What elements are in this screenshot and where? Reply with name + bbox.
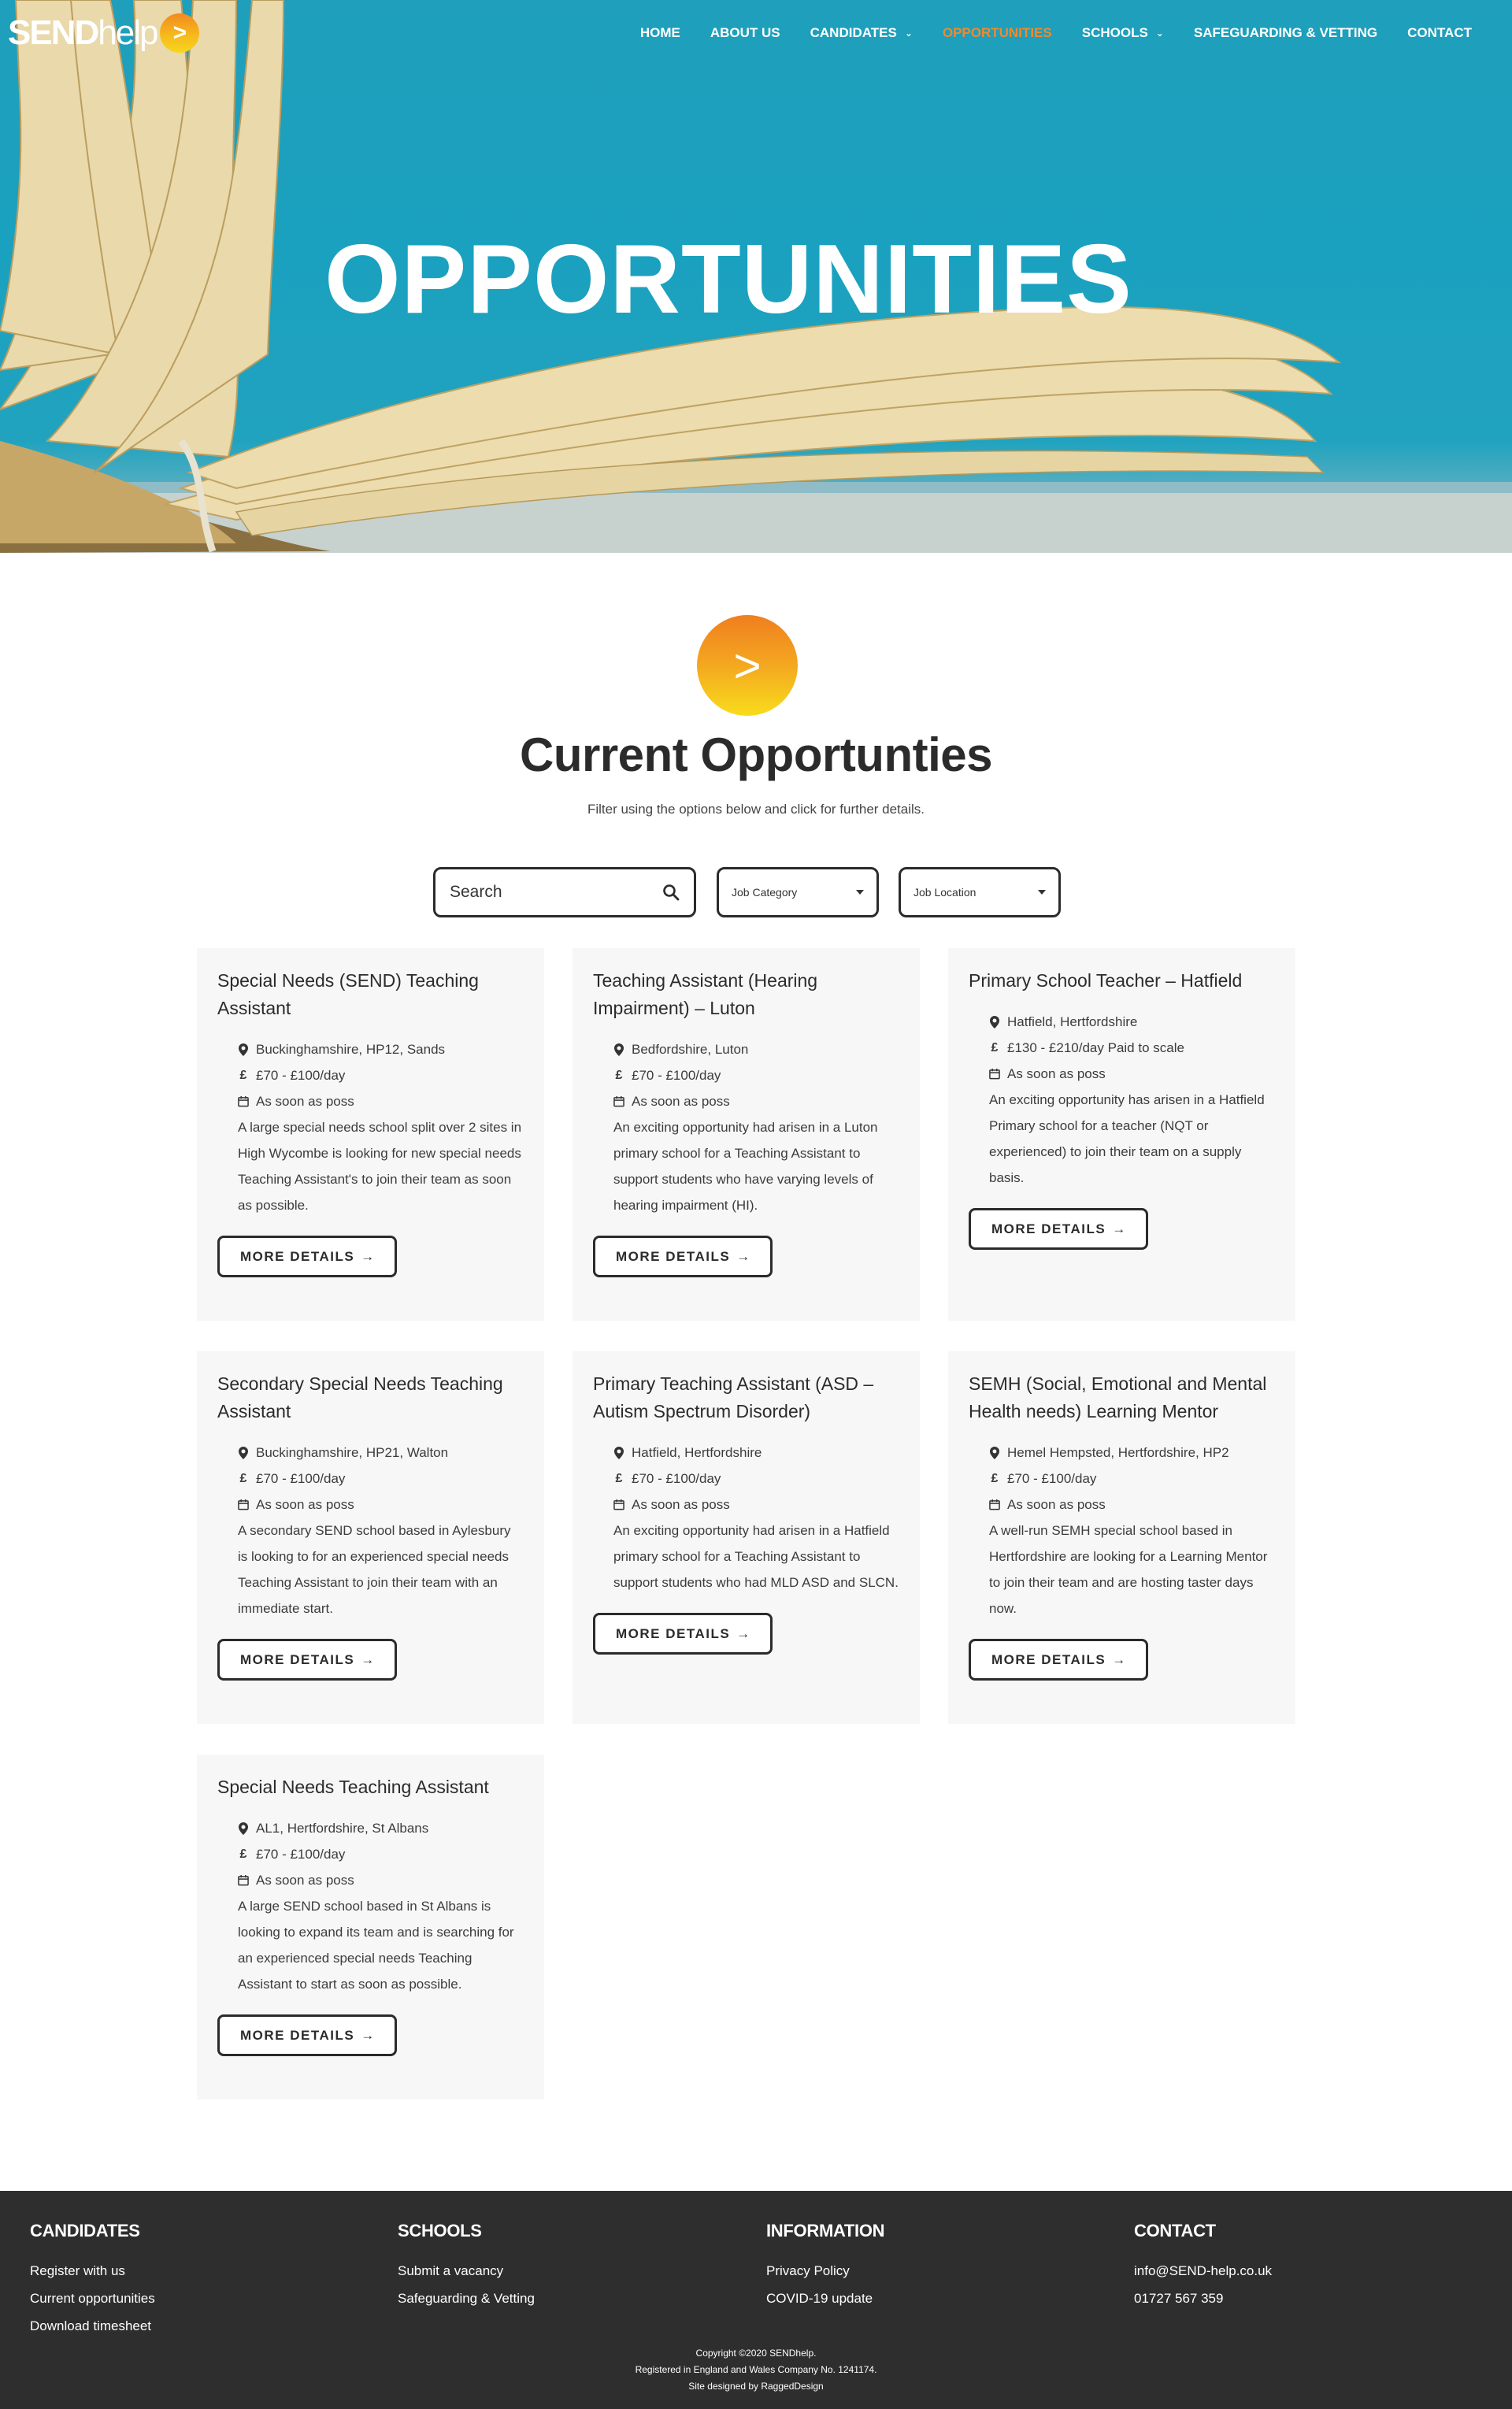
job-meta <box>593 1036 899 1114</box>
pound-icon: £ <box>615 1472 623 1485</box>
job-location <box>989 1440 1275 1466</box>
search-placeholder: Search <box>450 883 502 901</box>
map-pin-icon <box>238 1447 249 1458</box>
job-pay-text: £70 - £100/day <box>1007 1471 1097 1486</box>
footer-heading: SCHOOLS <box>398 2221 482 2240</box>
more-details-label: MORE DETAILS <box>991 1651 1106 1667</box>
filter-bar <box>0 867 1512 917</box>
job-category-label: Job Category <box>732 886 798 899</box>
job-start-text: As soon as poss <box>256 1094 354 1109</box>
arrow-right-icon: → <box>361 1651 375 1667</box>
job-description: A large SEND school based in St Albans is looking to expand its team and is searching for an experienced special needs Teaching Assistant to start as soon as possible. <box>238 1899 514 1992</box>
footer-phone-link[interactable]: 01727 567 359 <box>1134 2291 1224 2306</box>
more-details-label: MORE DETAILS <box>240 2027 355 2043</box>
nav-schools-label: SCHOOLS <box>1081 25 1148 40</box>
footer-link-submit-vacancy[interactable]: Submit a vacancy <box>398 2263 504 2278</box>
job-start <box>989 1492 1275 1518</box>
more-details-button[interactable] <box>593 1613 773 1655</box>
calendar-icon <box>238 1875 249 1886</box>
job-start-text: As soon as poss <box>632 1497 730 1512</box>
job-title[interactable]: Teaching Assistant (Hearing Impairment) – Luton <box>593 970 818 1018</box>
job-start-text: As soon as poss <box>1007 1497 1106 1512</box>
page-subtitle: Filter using the options below and click for further details. <box>587 802 925 817</box>
nav-about-us[interactable]: ABOUT US <box>710 25 780 40</box>
footer-heading: CONTACT <box>1134 2221 1216 2240</box>
footer-link-covid-update[interactable]: COVID-19 update <box>766 2291 873 2306</box>
job-start-text: As soon as poss <box>632 1094 730 1109</box>
calendar-icon <box>238 1499 249 1510</box>
footer-link-privacy-policy[interactable]: Privacy Policy <box>766 2263 850 2278</box>
map-pin-icon <box>238 1044 249 1055</box>
pound-icon: £ <box>239 1472 247 1485</box>
job-meta <box>217 1815 524 1893</box>
search-icon[interactable] <box>662 884 680 901</box>
nav-contact[interactable]: CONTACT <box>1407 25 1472 40</box>
job-location-label: Job Location <box>914 886 976 899</box>
designer-credit-text[interactable]: Site designed by RaggedDesign <box>688 2381 824 2392</box>
map-pin-icon <box>238 1823 249 1834</box>
job-meta <box>217 1440 524 1518</box>
nav-candidates[interactable] <box>795 25 928 41</box>
job-pay-text: £70 - £100/day <box>256 1068 346 1083</box>
site-footer <box>0 2191 1512 2409</box>
arrow-badge-icon: > <box>697 615 798 716</box>
job-card[interactable] <box>948 1351 1295 1724</box>
calendar-icon <box>989 1069 1000 1080</box>
footer-link-download-timesheet[interactable]: Download timesheet <box>30 2318 152 2333</box>
footer-legal <box>0 2345 1512 2395</box>
job-location-text: Hatfield, Hertfordshire <box>1007 1014 1138 1029</box>
job-category-select[interactable] <box>717 867 879 917</box>
map-pin-icon <box>613 1447 624 1458</box>
job-pay <box>238 1062 524 1088</box>
job-pay-text: £70 - £100/day <box>256 1471 346 1486</box>
job-description: A secondary SEND school based in Aylesbury is looking to for an experienced special needs Teaching Assistant to join their team with an immediate start. <box>238 1523 511 1616</box>
pound-icon: £ <box>239 1069 247 1082</box>
job-pay-text: £70 - £100/day <box>632 1068 721 1083</box>
calendar-icon <box>613 1499 624 1510</box>
job-pay <box>238 1466 524 1492</box>
map-pin-icon <box>989 1017 1000 1028</box>
job-card[interactable] <box>197 1755 544 2100</box>
job-meta <box>969 1440 1275 1518</box>
footer-link-current-opportunities[interactable]: Current opportunities <box>30 2291 155 2306</box>
footer-heading: INFORMATION <box>766 2221 885 2240</box>
nav-schools[interactable] <box>1067 25 1179 41</box>
more-details-button[interactable] <box>969 1208 1148 1250</box>
top-navigation-bar <box>0 0 1512 66</box>
footer-candidates <box>30 2221 155 2340</box>
job-start-text: As soon as poss <box>1007 1066 1106 1081</box>
job-start <box>613 1492 899 1518</box>
job-title[interactable]: Secondary Special Needs Teaching Assistant <box>217 1373 503 1421</box>
caret-down-icon <box>856 890 864 895</box>
job-description: An exciting opportunity had arisen in a Hatfield primary school for a Teaching Assistant to support students who had MLD ASD and SLCN. <box>613 1523 899 1590</box>
chevron-down-icon: ⌄ <box>904 28 913 39</box>
job-start <box>238 1867 524 1893</box>
footer-heading: CANDIDATES <box>30 2221 140 2240</box>
calendar-icon <box>989 1499 1000 1510</box>
job-card[interactable] <box>573 948 920 1321</box>
calendar-icon <box>613 1096 624 1107</box>
footer-schools <box>398 2221 535 2312</box>
job-pay <box>238 1841 524 1867</box>
pound-icon: £ <box>991 1472 999 1485</box>
job-location <box>989 1009 1275 1035</box>
job-location-text: Hatfield, Hertfordshire <box>632 1445 762 1460</box>
job-location <box>238 1440 524 1466</box>
job-description: A well-run SEMH special school based in Hertfordshire are looking for a Learning Mentor to join their team and are hosting taster days now. <box>989 1523 1268 1616</box>
footer-information <box>766 2221 884 2312</box>
search-input[interactable] <box>433 867 696 917</box>
more-details-button[interactable] <box>217 2014 397 2056</box>
map-pin-icon <box>989 1447 1000 1458</box>
job-pay <box>989 1466 1275 1492</box>
job-location-text: Bedfordshire, Luton <box>632 1042 749 1057</box>
job-meta <box>969 1009 1275 1087</box>
job-description: A large special needs school split over 2 sites in High Wycombe is looking for new special needs Teaching Assistant's to join their team as soon as possible. <box>238 1120 522 1213</box>
hero-banner <box>0 0 1512 553</box>
job-start <box>238 1088 524 1114</box>
job-meta <box>593 1440 899 1518</box>
more-details-label: MORE DETAILS <box>616 1248 731 1264</box>
more-details-button[interactable] <box>969 1639 1148 1681</box>
job-pay <box>613 1062 899 1088</box>
job-start-text: As soon as poss <box>256 1873 354 1888</box>
footer-link-safeguarding[interactable]: Safeguarding & Vetting <box>398 2291 535 2306</box>
more-details-label: MORE DETAILS <box>240 1248 355 1264</box>
arrow-right-icon: → <box>361 2027 375 2043</box>
job-location <box>613 1440 899 1466</box>
pound-icon: £ <box>615 1069 623 1082</box>
caret-down-icon <box>1038 890 1046 895</box>
copyright-text: Copyright ©2020 SENDhelp. <box>695 2348 817 2359</box>
job-location <box>238 1036 524 1062</box>
job-pay-text: £130 - £210/day Paid to scale <box>1007 1040 1184 1055</box>
job-card[interactable] <box>948 948 1295 1321</box>
footer-contact <box>1134 2221 1272 2312</box>
more-details-label: MORE DETAILS <box>240 1651 355 1667</box>
nav-candidates-label: CANDIDATES <box>810 25 897 40</box>
logo-arrow-icon: > <box>160 13 199 53</box>
job-meta <box>217 1036 524 1114</box>
job-pay-text: £70 - £100/day <box>256 1847 346 1862</box>
more-details-button[interactable] <box>593 1236 773 1277</box>
map-pin-icon <box>613 1044 624 1055</box>
job-start-text: As soon as poss <box>256 1497 354 1512</box>
arrow-right-icon: → <box>736 1248 750 1264</box>
job-pay <box>613 1466 899 1492</box>
job-location-select[interactable] <box>899 867 1061 917</box>
job-card[interactable] <box>197 1351 544 1724</box>
job-location-text: Buckinghamshire, HP12, Sands <box>256 1042 446 1057</box>
footer-link-register[interactable]: Register with us <box>30 2263 125 2278</box>
arrow-right-icon: → <box>1112 1221 1126 1236</box>
job-location-text: Buckinghamshire, HP21, Walton <box>256 1445 449 1460</box>
job-title[interactable]: Special Needs Teaching Assistant <box>217 1777 489 1797</box>
sendhelp-logo[interactable] <box>8 11 199 55</box>
job-location-text: Hemel Hempsted, Hertfordshire, HP2 <box>1007 1445 1229 1460</box>
more-details-button[interactable] <box>217 1236 397 1277</box>
more-details-label: MORE DETAILS <box>991 1221 1106 1236</box>
more-details-label: MORE DETAILS <box>616 1625 731 1641</box>
arrow-right-icon: → <box>1112 1651 1126 1667</box>
job-location <box>238 1815 524 1841</box>
job-start <box>613 1088 899 1114</box>
hero-title-text: OPPORTUNITIES <box>324 225 1132 334</box>
job-start <box>989 1061 1275 1087</box>
job-description: An exciting opportunity has arisen in a Hatfield Primary school for a teacher (NQT or experienced) to join their team on a supply basis. <box>989 1092 1265 1185</box>
page-title: Current Opportunties <box>520 728 992 781</box>
nav-home[interactable]: HOME <box>639 25 680 40</box>
job-title[interactable]: Primary School Teacher – Hatfield <box>969 970 1243 991</box>
logo-wordmark-send: SEND <box>8 13 98 52</box>
hero-title <box>0 224 1512 335</box>
job-title[interactable]: Special Needs (SEND) Teaching Assistant <box>217 970 479 1018</box>
more-details-button[interactable] <box>217 1639 397 1681</box>
job-pay-text: £70 - £100/day <box>632 1471 721 1486</box>
chevron-down-icon: ⌄ <box>1155 28 1164 39</box>
job-location <box>613 1036 899 1062</box>
nav-opportunities[interactable]: OPPORTUNITIES <box>942 25 1052 40</box>
calendar-icon <box>238 1096 249 1107</box>
job-description: An exciting opportunity had arisen in a Luton primary school for a Teaching Assistant to support students who have varying levels of hearing impairment (HI). <box>613 1120 878 1213</box>
arrow-right-icon: → <box>736 1625 750 1641</box>
job-title[interactable]: SEMH (Social, Emotional and Mental Health needs) Learning Mentor <box>969 1373 1267 1421</box>
job-location-text: AL1, Hertfordshire, St Albans <box>256 1821 429 1836</box>
job-card[interactable] <box>573 1351 920 1724</box>
main-nav <box>625 0 1487 66</box>
job-title[interactable]: Primary Teaching Assistant (ASD – Autism Spectrum Disorder) <box>593 1373 874 1421</box>
job-pay <box>989 1035 1275 1061</box>
arrow-right-icon: → <box>361 1248 375 1264</box>
nav-safeguarding-vetting[interactable]: SAFEGUARDING & VETTING <box>1193 25 1378 40</box>
job-card[interactable] <box>197 948 544 1321</box>
logo-wordmark-help: help <box>98 13 158 52</box>
job-start <box>238 1492 524 1518</box>
pound-icon: £ <box>239 1848 247 1861</box>
footer-email-link[interactable]: info@SEND-help.co.uk <box>1134 2263 1273 2278</box>
company-registration-text: Registered in England and Wales Company No. 1241174. <box>635 2364 877 2375</box>
pound-icon: £ <box>991 1041 999 1054</box>
